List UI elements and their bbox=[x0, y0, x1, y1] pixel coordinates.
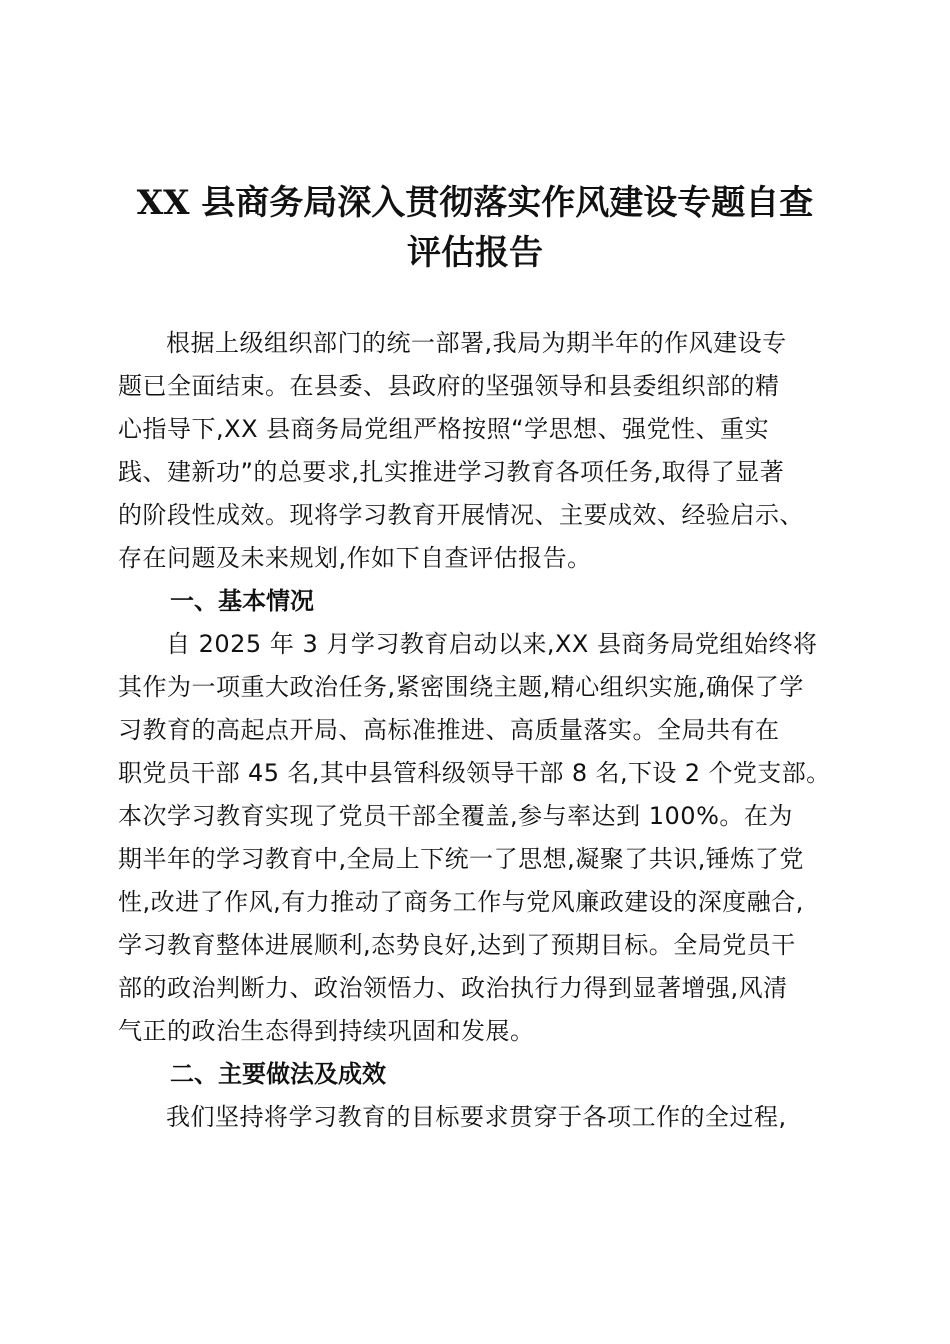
section-heading-main-practices: 二、主要做法及成效 bbox=[170, 1060, 386, 1088]
intro-line: 存在问题及未来规划,作如下自查评估报告。 bbox=[118, 544, 592, 572]
intro-line: 的阶段性成效。现将学习教育开展情况、主要成效、经验启示、 bbox=[118, 501, 804, 529]
section1-line: 职党员干部 45 名,其中县管科级领导干部 8 名,下设 2 个党支部。 bbox=[118, 759, 831, 787]
section2-line: 我们坚持将学习教育的目标要求贯穿于各项工作的全过程, bbox=[166, 1103, 787, 1131]
intro-line: 践、建新功”的总要求,扎实推进学习教育各项任务,取得了显著 bbox=[118, 458, 785, 486]
section1-paragraph bbox=[118, 623, 832, 1053]
section-heading-basic-situation: 一、基本情况 bbox=[170, 587, 314, 615]
section1-line: 本次学习教育实现了党员干部全覆盖,参与率达到 100%。在为 bbox=[118, 802, 793, 830]
document-title bbox=[100, 178, 850, 278]
section1-line: 其作为一项重大政治任务,紧密围绕主题,精心组织实施,确保了学 bbox=[118, 673, 804, 701]
section1-line: 性,改进了作风,有力推动了商务工作与党风廉政建设的深度融合, bbox=[118, 888, 804, 916]
title-line-2: 评估报告 bbox=[407, 233, 543, 273]
intro-line: 心指导下,XX 县商务局党组严格按照“学思想、强党性、重实 bbox=[118, 415, 770, 443]
document-body bbox=[118, 322, 832, 1139]
section2-paragraph bbox=[118, 1096, 832, 1139]
intro-paragraph bbox=[118, 322, 832, 580]
section1-line: 期半年的学习教育中,全局上下统一了思想,凝聚了共识,锤炼了党 bbox=[118, 845, 804, 873]
section1-line: 自 2025 年 3 月学习教育启动以来,XX 县商务局党组始终将 bbox=[166, 630, 818, 658]
section1-line: 部的政治判断力、政治领悟力、政治执行力得到显著增强,风清 bbox=[118, 974, 788, 1002]
intro-line: 根据上级组织部门的统一部署,我局为期半年的作风建设专 bbox=[166, 329, 787, 357]
title-line-1: XX 县商务局深入贯彻落实作风建设专题自查 bbox=[136, 183, 814, 223]
section1-line: 学习教育整体进展顺利,态势良好,达到了预期目标。全局党员干 bbox=[118, 931, 796, 959]
intro-line: 题已全面结束。在县委、县政府的坚强领导和县委组织部的精 bbox=[118, 372, 780, 400]
section1-line: 习教育的高起点开局、高标准推进、高质量落实。全局共有在 bbox=[118, 716, 780, 744]
section1-line: 气正的政治生态得到持续巩固和发展。 bbox=[118, 1017, 535, 1045]
